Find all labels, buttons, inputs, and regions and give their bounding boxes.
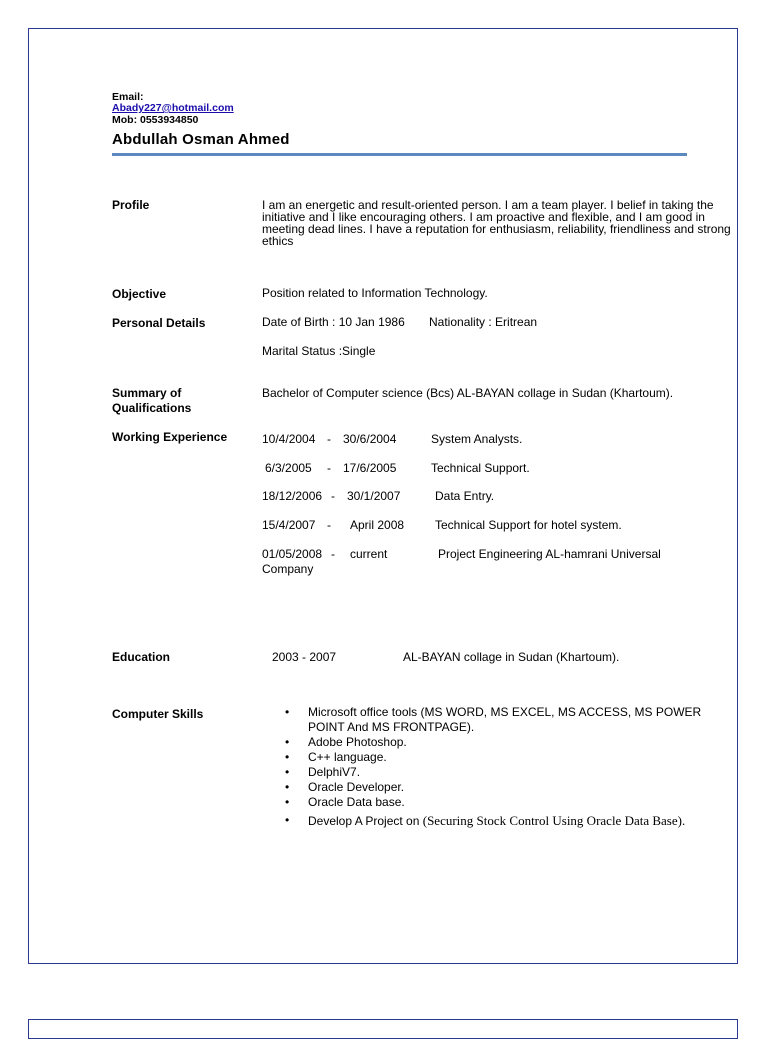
- skill-item: • C++ language.: [290, 750, 730, 765]
- exp-to: 30/6/2004: [343, 432, 397, 446]
- exp-from: 15/4/2007: [262, 518, 316, 532]
- exp-from: 01/05/2008: [262, 547, 323, 561]
- exp-role: Technical Support.: [431, 461, 530, 475]
- objective-label: Objective: [112, 287, 167, 301]
- project-prefix: Develop A Project on: [308, 814, 423, 828]
- exp-dash: -: [327, 461, 331, 475]
- skill-item: • Microsoft office tools (MS WORD, MS EXCEL, MS ACCESS, MS POWER POINT And MS FRONTPAGE).: [290, 705, 730, 735]
- exp-dash: -: [331, 547, 335, 561]
- exp-from: 18/12/2006: [262, 489, 323, 503]
- education-label: Education: [112, 650, 171, 664]
- exp-role: Project Engineering AL-hamrani Universal: [438, 547, 661, 561]
- exp-role-continued: Company: [262, 562, 314, 576]
- exp-role: Technical Support for hotel system.: [435, 518, 622, 532]
- education-school: AL-BAYAN collage in Sudan (Khartoum).: [403, 650, 620, 664]
- skill-item: • Oracle Developer.: [290, 780, 730, 795]
- exp-from: 6/3/2005: [265, 461, 312, 475]
- qualifications-label-line2: Qualifications: [112, 401, 192, 415]
- email-label: Email:: [112, 91, 144, 103]
- exp-from: 10/4/2004: [262, 432, 316, 446]
- marital-status: Marital Status :Single: [262, 344, 376, 358]
- exp-to: current: [350, 547, 388, 561]
- exp-dash: -: [327, 518, 331, 532]
- skill-item: • DelphiV7.: [290, 765, 730, 780]
- profile-label: Profile: [112, 198, 150, 212]
- qualifications-label-line1: Summary of: [112, 386, 182, 400]
- skill-item: • Adobe Photoshop.: [290, 735, 730, 750]
- header-rule: [112, 153, 687, 156]
- profile-text: I am an energetic and result-oriented person. I am a team player. I belief in taking the initiative and I like encouraging others. I am proactive and flexible, and I am good in meeting dead lines. I have a reputation for enthusiasm, reliability, friendliness and strong ethics: [262, 198, 731, 248]
- objective-text: Position related to Information Technology.: [262, 286, 488, 300]
- nationality: Nationality : Eritrean: [429, 315, 538, 329]
- date-of-birth: Date of Birth : 10 Jan 1986: [262, 315, 405, 329]
- exp-to: April 2008: [350, 518, 405, 532]
- skills-list: [290, 705, 730, 829]
- exp-role: System Analysts.: [431, 432, 523, 446]
- exp-dash: -: [327, 432, 331, 446]
- skill-item-project: [290, 813, 730, 829]
- mobile-number: Mob: 0553934850: [112, 114, 199, 126]
- exp-to: 30/1/2007: [347, 489, 401, 503]
- exp-to: 17/6/2005: [343, 461, 397, 475]
- exp-role: Data Entry.: [435, 489, 495, 503]
- project-title: (Securing Stock Control Using Oracle Data Base).: [422, 813, 686, 828]
- candidate-name: Abdullah Osman Ahmed: [112, 131, 290, 148]
- email-link[interactable]: Abady227@hotmail.com: [112, 102, 234, 114]
- personal-details-label: Personal Details: [112, 316, 206, 330]
- skill-item: • Oracle Data base.: [290, 795, 730, 810]
- working-experience-label: Working Experience: [112, 430, 228, 444]
- next-page-frame: [28, 1019, 738, 1039]
- exp-dash: -: [331, 489, 335, 503]
- qualifications-text: Bachelor of Computer science (Bcs) AL-BAYAN collage in Sudan (Khartoum).: [262, 386, 674, 400]
- computer-skills-label: Computer Skills: [112, 707, 204, 721]
- education-years: 2003 - 2007: [272, 650, 337, 664]
